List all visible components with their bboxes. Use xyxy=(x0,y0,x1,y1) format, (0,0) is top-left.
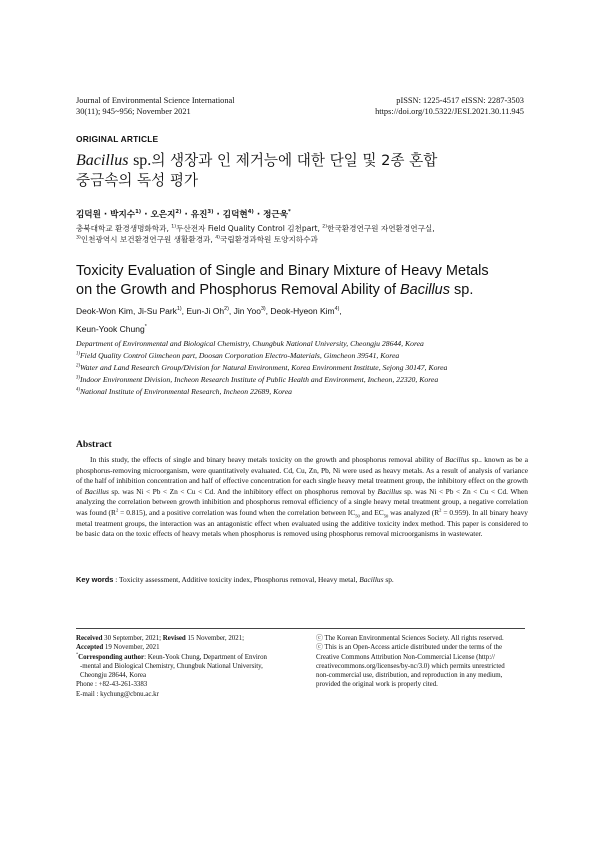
footer-divider xyxy=(76,628,525,629)
journal-info xyxy=(76,95,235,117)
ko-author-mark: 3) xyxy=(207,209,214,216)
en-affiliation-0: Department of Environmental and Biological Chemistry, Chungbuk National University, Cheongju 28644, Korea xyxy=(76,339,424,348)
license-line: Creative Commons Attribution Non-Commercial License (http:// xyxy=(316,653,495,661)
en-aff-mark: 4) xyxy=(76,387,80,393)
revised-date: 15 November, 2021; xyxy=(185,635,245,642)
en-author: Deok-Won Kim, Ji-Su Park xyxy=(76,306,177,316)
abstract-sub: 50 xyxy=(383,513,389,519)
en-affiliation-3 xyxy=(76,374,541,386)
keywords-label: Key words xyxy=(76,575,114,584)
license-notice xyxy=(316,634,526,690)
en-affiliation-1 xyxy=(76,350,541,362)
ko-affiliation: 충북대학교 환경생명화학과, xyxy=(76,224,172,233)
en-author-mark: 4) xyxy=(334,306,340,313)
en-affiliation-4 xyxy=(76,386,541,398)
abstract-genus: Bacillus xyxy=(377,486,402,496)
ko-author: 김덕원 · 박지수 xyxy=(76,210,136,220)
journal-ids xyxy=(375,95,524,117)
received-label: Received xyxy=(76,635,103,642)
ko-aff-mark: 3) xyxy=(76,235,81,241)
ko-title-line2: 중금속의 독성 평가 xyxy=(76,172,199,189)
revised-label: Revised xyxy=(162,635,186,642)
ko-author: · 유진 xyxy=(181,210,208,220)
abstract-heading: Abstract xyxy=(76,439,112,450)
ko-author-mark: * xyxy=(288,209,291,216)
en-author-mark: 2) xyxy=(224,306,229,313)
abstract-text: sp. was Ni < Pb < Zn < Cu < Cd. When analyzing the correlation between growth inhibition and phosphorus removal efficiency of a single heavy metal treatment group, a negative correlation was found (R xyxy=(76,486,528,517)
keywords-tail: sp. xyxy=(383,575,394,584)
ko-aff-mark: 2) xyxy=(322,224,328,230)
license-line: ⓒ This is an Open-Access article distributed under the terms of the xyxy=(316,644,503,652)
abstract-text: and EC xyxy=(359,507,384,517)
abstract-text: = 0.815), and a positive correlation was found when the correlation between IC xyxy=(118,507,356,517)
corresponding-text: -mental and Biological Chemistry, Chungbuk National University, xyxy=(80,662,263,670)
en-author: Keun-Yook Chung xyxy=(76,324,145,334)
en-author-mark: 1) xyxy=(176,306,182,313)
abstract-text: was analyzed (R xyxy=(388,507,440,517)
accepted-date: 19 November, 2021 xyxy=(103,644,160,652)
abstract-text: = 0.959). In all binary heavy metal treatment groups, the interaction was an antagonistic effect when evaluated using the additive toxicity index method. This paper is considered to be basic data on the toxic effects of heavy metals when phosphorus is removed using phosphorus removal microorganisms in wastewater. xyxy=(76,507,528,539)
korean-affiliations xyxy=(76,223,546,245)
license-line: non-commercial use, distribution, and reproduction in any medium, xyxy=(316,672,503,680)
en-aff-mark: 1) xyxy=(76,351,80,357)
issn: pISSN: 1225-4517 eISSN: 2287-3503 xyxy=(396,96,524,105)
ko-author-mark: 1) xyxy=(135,209,142,216)
ko-title-genus: Bacillus xyxy=(76,152,129,169)
en-title-line1: Toxicity Evaluation of Single and Binary Mixture of Heavy Metals xyxy=(76,263,489,279)
article-type: ORIGINAL ARTICLE xyxy=(76,134,159,144)
keywords-text: : Toxicity assessment, Additive toxicity index, Phosphorus removal, Heavy metal, xyxy=(113,575,360,584)
en-author-separator: , xyxy=(339,306,342,316)
en-title-tail: sp. xyxy=(449,282,474,298)
ko-author: · 김덕현 xyxy=(213,210,248,220)
copyright-line: ⓒ The Korean Environmental Sciences Society. All rights reserved. xyxy=(316,635,504,642)
en-aff-text: National Institute of Environmental Research, Incheon 22689, Korea xyxy=(79,387,292,396)
corresponding-text: Cheongju 28644, Korea xyxy=(80,672,147,680)
abstract-text: sp. was Ni < Pb < Zn < Cu < Cd. And the inhibitory effect on phosphorus removal by xyxy=(108,486,378,496)
abstract-genus: Bacillus xyxy=(444,455,470,464)
en-author-mark: 3) xyxy=(260,306,266,313)
ko-author: · 오은지 xyxy=(141,210,176,220)
ko-affiliation: 한국환경연구원 자연환경연구실, xyxy=(327,224,435,233)
license-line: creativecommons.org/licenses/by-nc/3.0) which permits unrestricted xyxy=(316,662,505,670)
doi-link[interactable]: https://doi.org/10.5322/JESI.2021.30.11.945 xyxy=(375,107,524,116)
english-authors xyxy=(76,302,546,338)
ko-affiliation: 인천광역시 보건환경연구원 생활환경과, xyxy=(80,235,216,244)
korean-title xyxy=(76,151,546,191)
corresponding-mark: * xyxy=(76,651,79,657)
ko-aff-mark: 1) xyxy=(171,224,177,230)
en-author-mark: * xyxy=(144,324,147,331)
en-title-genus: Bacillus xyxy=(400,282,450,298)
en-aff-mark: 3) xyxy=(76,375,80,381)
en-affiliation-2 xyxy=(76,362,541,374)
english-title xyxy=(76,262,546,300)
ko-author-mark: 2) xyxy=(175,209,182,216)
en-aff-text: Field Quality Control Gimcheon part, Doosan Corporation Electro-Materials, Gimcheon 39541, Korea xyxy=(79,351,400,360)
en-aff-mark: 2) xyxy=(76,363,80,369)
korean-authors xyxy=(76,208,291,220)
abstract-sup: 2 xyxy=(115,507,119,513)
phone: Phone : +82-43-261-3383 xyxy=(76,681,148,689)
abstract-sup: 2 xyxy=(439,507,442,513)
ko-affiliation: 두산전자 Field Quality Control 김천part, xyxy=(176,224,323,233)
abstract-text: In this study, the effects of single and binary heavy metals toxicity on the growth and phosphorus removal ability of xyxy=(90,455,445,464)
received-date: 30 September, 2021; xyxy=(102,635,163,642)
en-aff-text: Indoor Environment Division, Incheon Research Institute of Public Health and Environment, Incheon, 22320, Korea xyxy=(79,375,439,384)
email-link[interactable]: E-mail : kychung@cbnu.ac.kr xyxy=(76,690,159,698)
corresponding-text: : Keun-Yook Chung, Department of Environ xyxy=(144,653,267,661)
ko-author: · 정근욱 xyxy=(253,210,289,220)
license-line: provided the original work is properly cited. xyxy=(316,681,438,689)
en-author: , Deok-Hyeon Kim xyxy=(265,306,335,316)
ko-title-species: sp. xyxy=(133,152,152,169)
keywords xyxy=(76,575,394,584)
ko-aff-mark: 4) xyxy=(215,235,221,241)
journal-name: Journal of Environmental Science International xyxy=(76,96,235,105)
abstract-body xyxy=(76,455,528,540)
en-title-line2: on the Growth and Phosphorus Removal Ability of xyxy=(76,282,401,298)
ko-affiliation: 국립환경과학원 토양지하수과 xyxy=(220,235,318,244)
abstract-sub: 50 xyxy=(355,513,360,519)
journal-volume: 30(11); 945~956; November 2021 xyxy=(76,107,191,116)
en-author: , Jin Yoo xyxy=(228,306,261,316)
corresponding-label: Corresponding author xyxy=(78,653,145,661)
ko-title-line1: 의 생장과 인 제거능에 대한 단일 및 2종 혼합 xyxy=(151,152,438,169)
accepted-label: Accepted xyxy=(76,644,104,652)
en-author: , Eun-Ji Oh xyxy=(181,306,225,316)
article-history xyxy=(76,634,296,699)
keywords-genus: Bacillus xyxy=(359,575,384,584)
abstract-text: sp.. known as be a phosphorus-removing microorganism, were quantitatively evaluated. Cd, Cu, Zn, Pb, Ni were used as heavy metals. As a result of analysis of variance of the half of inhibition concentration and half of effective concentration for each single heavy metal treatment group, the inhibitory effect on the growth of xyxy=(76,455,528,496)
abstract-genus: Bacillus xyxy=(84,486,109,496)
ko-author-mark: 4) xyxy=(247,209,254,216)
english-affiliations xyxy=(76,338,541,398)
en-aff-text: Water and Land Research Group/Division for Natural Environment, Korea Environment Institute, Sejong 30147, Korea xyxy=(79,363,448,372)
